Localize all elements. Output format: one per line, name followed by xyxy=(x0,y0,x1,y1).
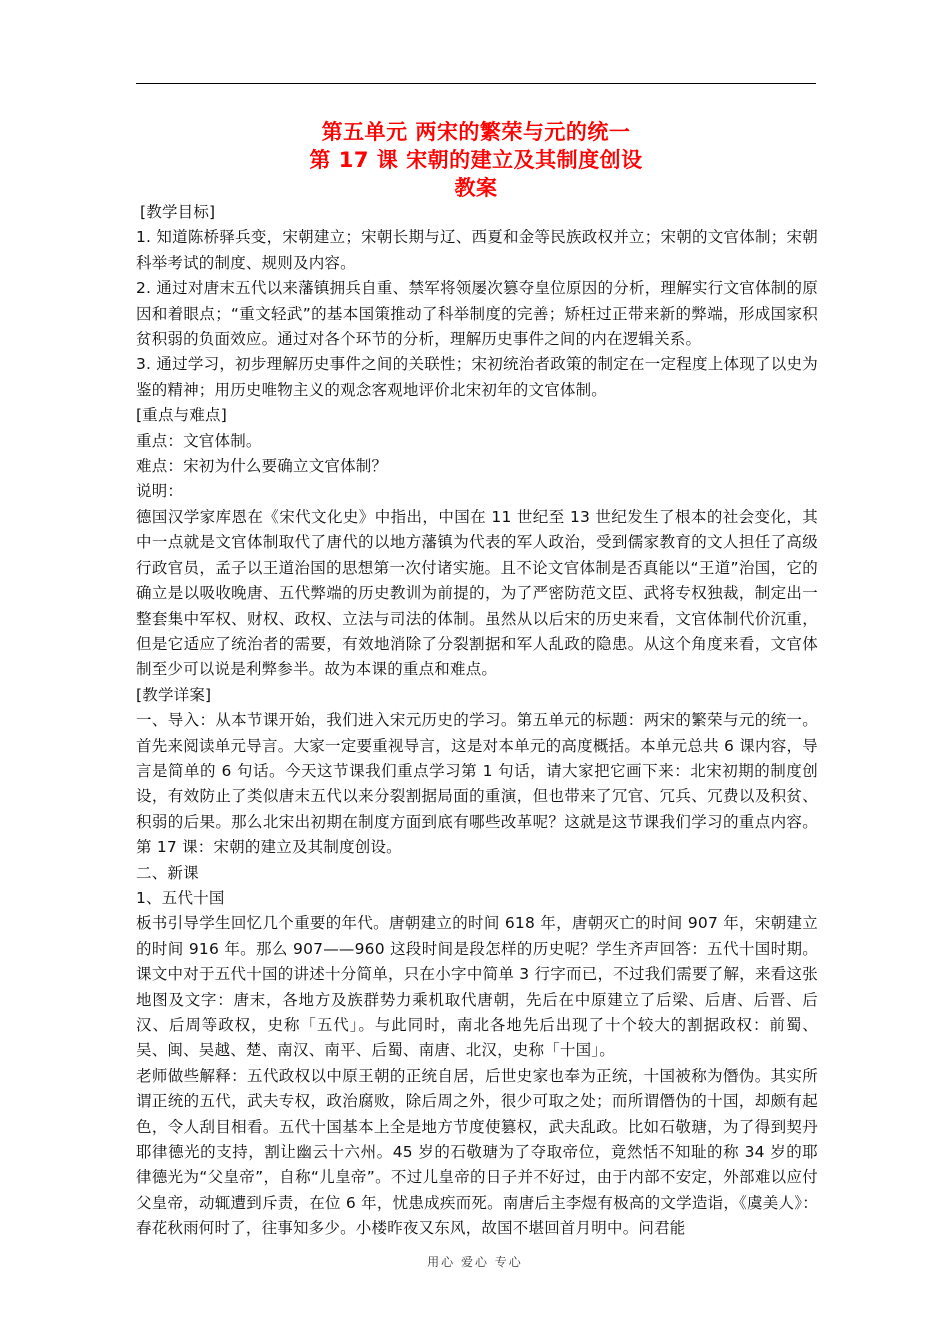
objective-3: 3. 通过学习，初步理解历史事件之间的关联性；宋初统治者政策的制定在一定程度上体现了以史为鉴的精神；用历史唯物主义的观念客观地评价北宋初年的文官体制。 xyxy=(136,355,818,399)
new-lesson-heading: 二、新课 xyxy=(136,863,199,882)
explanation-label: 说明： xyxy=(136,482,184,501)
intro-paragraph: 一、导入：从本节课开始，我们进入宋元历史的学习。第五单元的标题：两宋的繁荣与元的统一。首先来阅读单元导言。大家一定要重视导言，这是对本单元的高度概括。本单元总共 6 课内容，导言是简单的 6 句话。今天这节课我们重点学习第 1 句话，请大家把它画下来：北宋初期的制度创设，有效防止了类似唐末五代以来分裂割据局面的重演，但也带来了冗官、冗兵、冗费以及积贫、积弱的后果。那么北宋出初期在制度方面到底有哪些改革呢？这就是这节课我们学习的重点内容。第 17 课：宋朝的建立及其制度创设。 xyxy=(136,711,818,857)
key-point: 重点：文官体制。 xyxy=(136,431,262,450)
objective-2: 2. 通过对唐末五代以来藩镇拥兵自重、禁军将领屡次篡夺皇位原因的分析，理解实行文官体制的原因和着眼点；“重文轻武”的基本国策推动了科举制度的完善；矫枉过正带来新的弊端，形成国家积贫积弱的负面效应。通过对各个环节的分析，理解历史事件之间的内在逻辑关系。 xyxy=(136,279,818,349)
lesson-title: 第 17 课 宋朝的建立及其制度创设 xyxy=(309,148,643,172)
objectives-label: [教学目标] xyxy=(140,203,216,221)
objective-1: 1. 知道陈桥驿兵变，宋朝建立；宋朝长期与辽、西夏和金等民族政权并立；宋朝的文官体制；宋朝科举考试的制度、规则及内容。 xyxy=(136,228,818,272)
difficulty: 难点：宋初为什么要确立文官体制？ xyxy=(136,457,388,476)
document-body xyxy=(136,200,818,1242)
plan-label: [教学详案] xyxy=(136,685,212,704)
key-points-label: [重点与难点] xyxy=(136,406,227,425)
page-footer: 用心 爱心 专心 xyxy=(427,1255,523,1269)
title-block xyxy=(136,118,816,202)
board-paragraph: 板书引导学生回忆几个重要的年代。唐朝建立的时间 618 年，唐朝灭亡的时间 907 年，宋朝建立的时间 916 年。那么 907——960 这段时间是段怎样的历史呢？学生齐声回答：五代十国时期。课文中对于五代十国的讲述十分简单，只在小字中简单 3 行字而已，不过我们需要了解，来看这张地图及文字：唐末，各地方及族群势力乘机取代唐朝，先后在中原建立了后梁、后唐、后晋、后汉、后周等政权，史称「五代」。与此同时，南北各地先后出现了十个较大的割据政权：前蜀、吴、闽、吴越、楚、南汉、南平、后蜀、南唐、北汉，史称「十国」。 xyxy=(136,914,818,1060)
section-1-heading: 1、五代十国 xyxy=(136,888,225,907)
unit-title: 第五单元 两宋的繁荣与元的统一 xyxy=(321,120,631,144)
teacher-paragraph: 老师做些解释：五代政权以中原王朝的正统自居，后世史家也奉为正统，十国被称为僭伪。其实所谓正统的五代，武夫专权，政治腐败，除后周之外，很少可取之处；而所谓僭伪的十国，却颇有起色，令人刮目相看。五代十国基本上全是地方节度使篡权，武夫乱政。比如石敬瑭，为了得到契丹耶律德光的支持，割让幽云十六州。45 岁的石敬瑭为了夺取帝位，竟然恬不知耻的称 34 岁的耶律德光为“父皇帝”，自称“儿皇帝”。不过儿皇帝的日子并不好过，由于内部不安定，外部难以应付父皇帝，动辄遭到斥责，在位 6 年，忧患成疾而死。南唐后主李煜有极高的文学造诣，《虞美人》：春花秋雨何时了，往事知多少。小楼昨夜又东风，故国不堪回首月明中。问君能 xyxy=(136,1066,818,1238)
doc-type-title: 教案 xyxy=(454,176,498,200)
explanation-paragraph: 德国汉学家库恩在《宋代文化史》中指出，中国在 11 世纪至 13 世纪发生了根本的社会变化，其中一点就是文官体制取代了唐代的以地方藩镇为代表的军人政治，受到儒家教育的文人担任了高级行政官员，孟子以王道治国的思想第一次付诸实施。且不论文官体制是否真能以“王道”治国，它的确立是以吸收晚唐、五代弊端的历史教训为前提的，为了严密防范文臣、武将专权独裁，制定出一整套集中军权、财权、政权、立法与司法的体制。虽然从以后宋的历史来看，文官体制代价沉重，但是它适应了统治者的需要，有效地消除了分裂割据和军人乱政的隐患。从这个角度来看，文官体制至少可以说是利弊参半。故为本课的重点和难点。 xyxy=(136,507,818,679)
header-rule xyxy=(136,83,816,84)
